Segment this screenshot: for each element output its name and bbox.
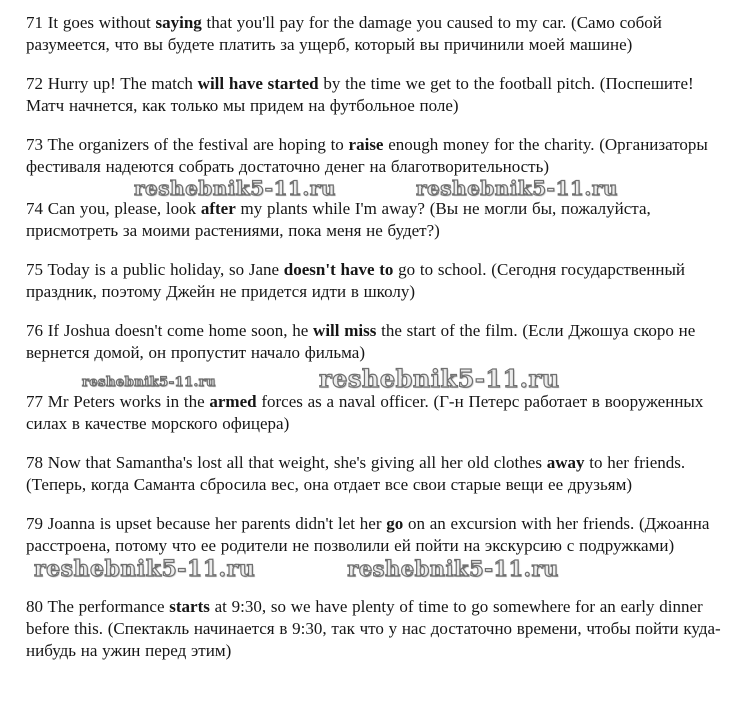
exercise-item-73: [26, 134, 730, 178]
sentence-text: at 9:30, so we have plenty of time to go somewhere for an early dinner before this. (Спектакль начинается в 9:30, так что у нас достаточно времени, чтобы пойти куда-нибудь на ужин перед этим): [26, 597, 721, 660]
exercise-item-80: [26, 596, 730, 662]
watermark-text: reshebnik5-11.ru: [34, 556, 256, 582]
sentence-text: my plants while I'm away? (Вы не могли бы, пожалуйста, присмотреть за моими растениями, пока меня не будет?): [26, 199, 651, 240]
sentence-text: Mr Peters works in the: [47, 392, 210, 411]
paragraph-gap: [26, 303, 730, 320]
sentence-text: Joanna is upset because her parents didn't let her: [47, 514, 387, 533]
sentence-text: forces as a naval officer. (Г-н Петерс работает в вооруженных силах в качестве морского офицера): [26, 392, 704, 433]
item-number: 74: [26, 199, 43, 218]
key-word: starts: [169, 597, 210, 616]
sentence-text: by the time we get to the football pitch. (Поспешите! Матч начнется, как только мы придем на футбольное поле): [26, 74, 694, 115]
exercise-item-76: [26, 320, 730, 364]
sentence-text: enough money for the charity. (Организаторы фестиваля надеются собрать достаточно денег на благотворительность): [26, 135, 708, 176]
item-number: 78: [26, 453, 43, 472]
sentence-text: to her friends. (Теперь, когда Саманта сбросила вес, она отдает все свои старые вещи ее друзьям): [26, 453, 686, 494]
sentence-text: The organizers of the festival are hoping to: [47, 135, 349, 154]
sentence-text: It goes without: [47, 13, 156, 32]
key-word: will have started: [197, 74, 319, 93]
paragraph-gap: [26, 242, 730, 259]
watermark-text: reshebnik5-11.ru: [347, 556, 559, 581]
sentence-text: Hurry up! The match: [47, 74, 198, 93]
item-number: 80: [26, 597, 43, 616]
key-word: doesn't have to: [283, 260, 394, 279]
watermark-text: reshebnik5-11.ru: [82, 375, 217, 390]
watermark-row: [26, 178, 730, 198]
item-number: 72: [26, 74, 43, 93]
sentence-text: Today is a public holiday, so Jane: [47, 260, 284, 279]
exercise-item-72: [26, 73, 730, 117]
sentence-text: on an excursion with her friends. (Джоанна расстроена, потому что ее родители не позволили ей пойти на экскурсию с подружками): [26, 514, 710, 555]
key-word: will miss: [313, 321, 377, 340]
sentence-text: Can you, please, look: [47, 199, 201, 218]
watermark-text: reshebnik5-11.ru: [416, 176, 618, 200]
sentence-text: the start of the film. (Если Джошуа скоро не вернется домой, он пропустит начало фильма): [26, 321, 696, 362]
key-word: go: [386, 514, 404, 533]
exercise-item-74: [26, 198, 730, 242]
exercise-item-78: [26, 452, 730, 496]
exercise-item-79: [26, 513, 730, 582]
paragraph-gap: [26, 496, 730, 513]
paragraph-gap: [26, 56, 730, 73]
item-number: 79: [26, 514, 43, 533]
key-word: raise: [348, 135, 384, 154]
item-number: 75: [26, 260, 43, 279]
key-word: away: [546, 453, 585, 472]
paragraph-gap: [26, 117, 730, 134]
exercise-item-71: [26, 12, 730, 56]
item-number: 73: [26, 135, 43, 154]
watermark-text: reshebnik5-11.ru: [134, 176, 336, 200]
sentence-text: The performance: [47, 597, 170, 616]
watermark-row: [26, 364, 730, 391]
item-number: 77: [26, 392, 43, 411]
exercise-item-75: [26, 259, 730, 303]
key-word: armed: [209, 392, 257, 411]
sentence-text: If Joshua doesn't come home soon, he: [47, 321, 314, 340]
sentence-text: that you'll pay for the damage you caused to my car. (Само собой разумеется, что вы будете платить за ущерб, который вы причинили моей машине): [26, 13, 662, 54]
sentence-text: go to school. (Сегодня государственный праздник, поэтому Джейн не придется идти в школу): [26, 260, 685, 301]
watermark-text: reshebnik5-11.ru: [319, 364, 560, 393]
sentence-text: Now that Samantha's lost all that weight, she's giving all her old clothes: [47, 453, 547, 472]
key-word: after: [200, 199, 236, 218]
exercise-item-77: [26, 391, 730, 435]
item-number: 76: [26, 321, 43, 340]
paragraph-gap: [26, 435, 730, 452]
key-word: saying: [155, 13, 202, 32]
item-number: 71: [26, 13, 43, 32]
